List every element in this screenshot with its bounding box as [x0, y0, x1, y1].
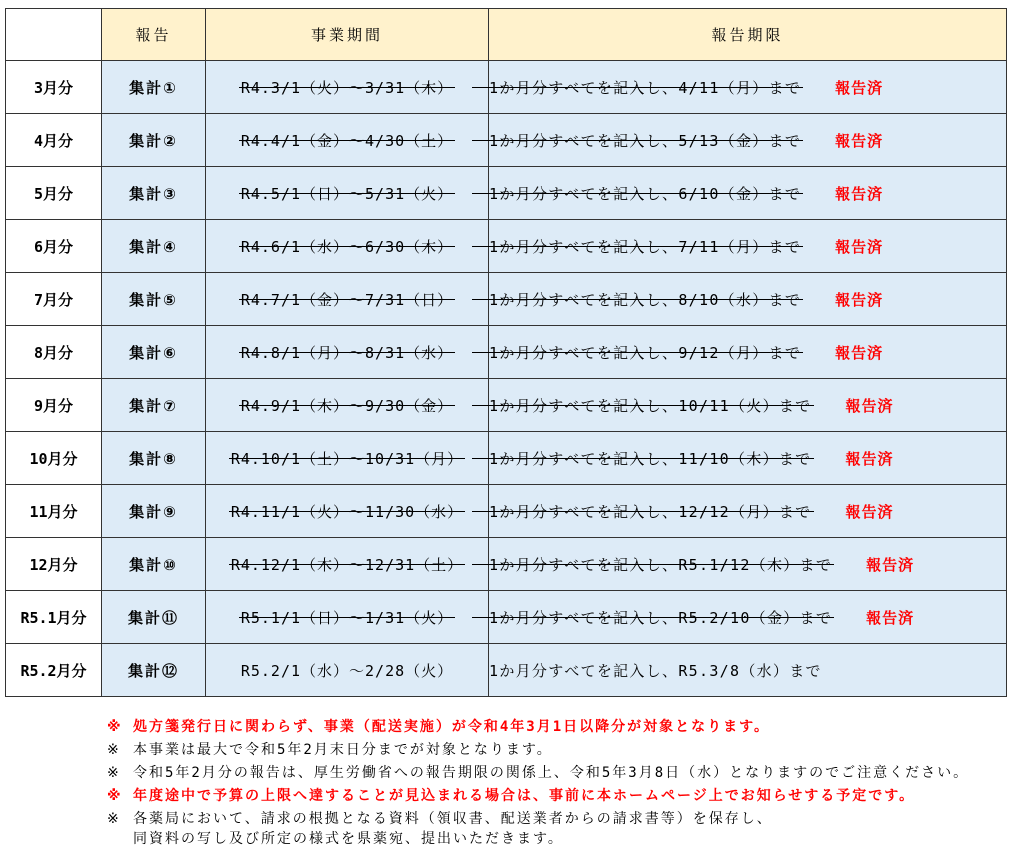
note-item [107, 716, 969, 739]
report-status: 報告済 [835, 343, 884, 362]
report-status: 報告済 [866, 608, 915, 627]
month-cell: 10月分 [6, 432, 102, 485]
report-cell: 集計⑪ [102, 591, 206, 644]
report-status: 報告済 [835, 184, 884, 203]
report-schedule-table [5, 8, 1007, 697]
deadline-cell [489, 273, 1007, 326]
report-cell: 集計⑫ [102, 644, 206, 697]
month-cell: R5.1月分 [6, 591, 102, 644]
deadline-text: 1か月分すべてを記入し、R5.2/10（金）まで [489, 608, 833, 627]
note-item [107, 809, 969, 849]
deadline-text: 1か月分すべてを記入し、11/10（木）まで [489, 449, 812, 468]
report-cell: 集計⑨ [102, 485, 206, 538]
deadline-cell [489, 114, 1007, 167]
report-status: 報告済 [845, 449, 894, 468]
period-cell [206, 538, 489, 591]
deadline-cell [489, 485, 1007, 538]
period-text: R4.5/1（日）～5/31（火） [240, 184, 454, 203]
deadline-cell [489, 591, 1007, 644]
deadline-cell [489, 61, 1007, 114]
report-cell: 集計⑧ [102, 432, 206, 485]
period-cell [206, 432, 489, 485]
deadline-text: 1か月分すべてを記入し、7/11（月）まで [489, 237, 802, 256]
note-text-block [133, 809, 773, 849]
table-row [6, 167, 1007, 220]
period-text: R4.11/1（火）～11/30（水） [230, 502, 464, 521]
table-row [6, 379, 1007, 432]
note-mark: ※ [107, 742, 119, 758]
period-cell [206, 326, 489, 379]
note-mark: ※ [107, 788, 121, 804]
period-text: R4.10/1（土）～10/31（月） [230, 449, 464, 468]
report-cell: 集計③ [102, 167, 206, 220]
period-text: R5.1/1（日）～1/31（火） [240, 608, 454, 627]
deadline-cell [489, 379, 1007, 432]
month-cell: 12月分 [6, 538, 102, 591]
deadline-text: 1か月分すべてを記入し、R5.3/8（水）まで [489, 661, 822, 680]
note-text: 本事業は最大で令和5年2月末日分までが対象となります。 [133, 742, 553, 758]
period-cell [206, 379, 489, 432]
report-cell: 集計⑦ [102, 379, 206, 432]
table-row [6, 644, 1007, 697]
report-status: 報告済 [845, 502, 894, 521]
note-item [107, 739, 969, 762]
period-cell [206, 220, 489, 273]
table-row [6, 220, 1007, 273]
period-text: R4.4/1（金）～4/30（土） [240, 131, 454, 150]
month-cell: 9月分 [6, 379, 102, 432]
table-row [6, 485, 1007, 538]
month-cell: 6月分 [6, 220, 102, 273]
header-business-period: 事業期間 [206, 9, 489, 61]
note-mark: ※ [107, 765, 119, 781]
period-cell [206, 114, 489, 167]
deadline-text: 1か月分すべてを記入し、8/10（水）まで [489, 290, 802, 309]
deadline-text: 1か月分すべてを記入し、9/12（月）まで [489, 343, 802, 362]
period-cell [206, 485, 489, 538]
report-cell: 集計⑩ [102, 538, 206, 591]
note-text-block [133, 739, 553, 762]
report-cell: 集計⑥ [102, 326, 206, 379]
table-row [6, 591, 1007, 644]
table-header-row [6, 9, 1007, 61]
table-row [6, 538, 1007, 591]
header-report: 報告 [102, 9, 206, 61]
deadline-text: 1か月分すべてを記入し、R5.1/12（木）まで [489, 555, 833, 574]
header-blank-cell [6, 9, 102, 61]
note-item [107, 762, 969, 785]
table-row [6, 61, 1007, 114]
period-text: R4.9/1（木）～9/30（金） [240, 396, 454, 415]
note-text: 処方箋発行日に関わらず、事業（配送実施）が令和4年3月1日以降分が対象となります。 [133, 719, 771, 735]
deadline-cell [489, 538, 1007, 591]
report-status: 報告済 [835, 131, 884, 150]
report-cell: 集計④ [102, 220, 206, 273]
deadline-text: 1か月分すべてを記入し、5/13（金）まで [489, 131, 802, 150]
deadline-cell [489, 326, 1007, 379]
report-status: 報告済 [866, 555, 915, 574]
month-cell: 5月分 [6, 167, 102, 220]
note-text: 年度途中で予算の上限へ達することが見込まれる場合は、事前に本ホームページ上でお知らせする予定です。 [133, 788, 916, 804]
report-status: 報告済 [835, 290, 884, 309]
period-cell [206, 591, 489, 644]
note-text-block [133, 785, 915, 808]
deadline-text: 1か月分すべてを記入し、6/10（金）まで [489, 184, 802, 203]
report-cell: 集計⑤ [102, 273, 206, 326]
table-row [6, 273, 1007, 326]
report-status: 報告済 [835, 78, 884, 97]
table-row [6, 114, 1007, 167]
report-cell: 集計① [102, 61, 206, 114]
table-row [6, 432, 1007, 485]
note-text: 同資料の写し及び所定の様式を県薬宛、提出いただきます。 [133, 831, 564, 847]
period-text: R5.2/1（水）～2/28（火） [240, 661, 454, 680]
note-item [107, 785, 969, 808]
month-cell: R5.2月分 [6, 644, 102, 697]
period-cell [206, 167, 489, 220]
note-text-block [133, 716, 770, 739]
note-mark: ※ [107, 811, 119, 827]
period-text: R4.7/1（金）～7/31（日） [240, 290, 454, 309]
period-cell [206, 644, 489, 697]
note-text: 各薬局において、請求の根拠となる資料（領収書、配送業者からの請求書等）を保存し、 [133, 811, 773, 827]
deadline-text: 1か月分すべてを記入し、12/12（月）まで [489, 502, 812, 521]
month-cell: 3月分 [6, 61, 102, 114]
deadline-cell [489, 167, 1007, 220]
note-mark: ※ [107, 719, 121, 735]
deadline-text: 1か月分すべてを記入し、10/11（火）まで [489, 396, 812, 415]
period-text: R4.12/1（木）～12/31（土） [230, 555, 464, 574]
deadline-cell [489, 644, 1007, 697]
deadline-text: 1か月分すべてを記入し、4/11（月）まで [489, 78, 802, 97]
table-body [6, 61, 1007, 697]
report-cell: 集計② [102, 114, 206, 167]
period-text: R4.6/1（水）～6/30（木） [240, 237, 454, 256]
header-deadline: 報告期限 [489, 9, 1007, 61]
deadline-cell [489, 432, 1007, 485]
period-cell [206, 61, 489, 114]
period-text: R4.3/1（火）～3/31（木） [240, 78, 454, 97]
note-text-block [133, 762, 969, 785]
month-cell: 7月分 [6, 273, 102, 326]
notes-list [107, 716, 969, 849]
table-row [6, 326, 1007, 379]
month-cell: 4月分 [6, 114, 102, 167]
month-cell: 8月分 [6, 326, 102, 379]
report-status: 報告済 [845, 396, 894, 415]
month-cell: 11月分 [6, 485, 102, 538]
period-text: R4.8/1（月）～8/31（水） [240, 343, 454, 362]
deadline-cell [489, 220, 1007, 273]
period-cell [206, 273, 489, 326]
report-status: 報告済 [835, 237, 884, 256]
note-text: 令和5年2月分の報告は、厚生労働省への報告期限の関係上、令和5年3月8日（水）となりますのでご注意ください。 [133, 765, 970, 781]
